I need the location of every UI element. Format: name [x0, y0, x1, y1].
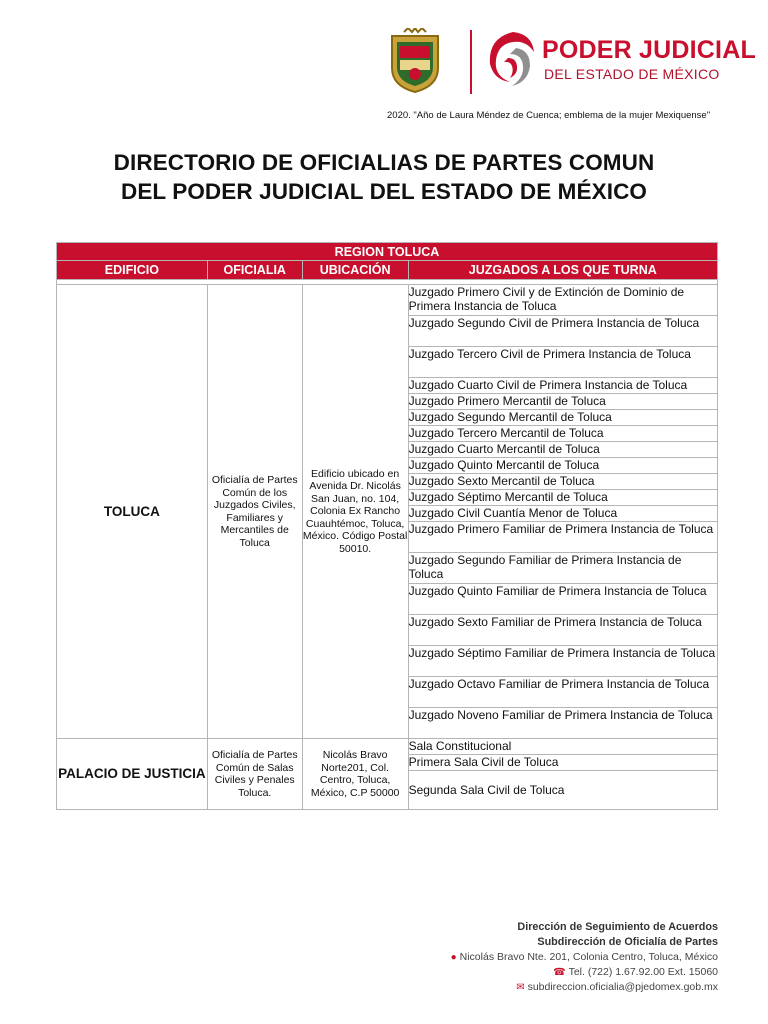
state-seal-icon	[386, 28, 444, 94]
sala-item: Sala Constitucional	[408, 739, 717, 755]
org-name: PODER JUDICIAL	[542, 36, 756, 64]
juzgado-item: Juzgado Segundo Familiar de Primera Instancia de Toluca	[408, 553, 717, 584]
juzgado-item: Juzgado Séptimo Mercantil de Toluca	[408, 490, 717, 506]
title-line-1: DIRECTORIO DE OFICIALIAS DE PARTES COMUN	[113, 150, 655, 175]
poder-judicial-logo-icon	[486, 28, 540, 90]
juzgado-item: Juzgado Cuarto Civil de Primera Instancia de Toluca	[408, 378, 717, 394]
phone-icon: ☎	[553, 967, 566, 978]
juzgado-item: Juzgado Segundo Civil de Primera Instancia de Toluca	[408, 316, 717, 347]
email-icon: ✉	[516, 982, 525, 993]
ubicacion-palacio: Nicolás Bravo Norte201, Col. Centro, Toluca, México, C.P 50000	[302, 739, 408, 810]
page-title	[0, 148, 768, 206]
header-logos	[386, 26, 756, 100]
footer-email[interactable]: subdireccion.oficialia@pjedomex.gob.mx	[527, 981, 718, 993]
table-row	[57, 739, 718, 755]
region-title: REGION TOLUCA	[57, 243, 718, 261]
footer-contact	[451, 920, 718, 995]
directory-table	[56, 242, 718, 810]
juzgado-item: Juzgado Civil Cuantía Menor de Toluca	[408, 506, 717, 522]
juzgado-item: Juzgado Sexto Mercantil de Toluca	[408, 474, 717, 490]
footer-direction: Dirección de Seguimiento de Acuerdos	[517, 921, 718, 933]
column-header-row	[57, 261, 718, 280]
juzgado-item: Juzgado Sexto Familiar de Primera Instancia de Toluca	[408, 615, 717, 646]
region-header-row	[57, 243, 718, 261]
sala-item: Segunda Sala Civil de Toluca	[408, 771, 717, 810]
oficialia-toluca: Oficialía de Partes Común de los Juzgados Civiles, Familiares y Mercantiles de Toluca	[207, 285, 302, 739]
title-line-2: DEL PODER JUDICIAL DEL ESTADO DE MÉXICO	[120, 179, 648, 204]
edificio-toluca: TOLUCA	[57, 285, 208, 739]
juzgado-item: Juzgado Tercero Civil de Primera Instancia de Toluca	[408, 347, 717, 378]
footer-phone-line	[451, 965, 718, 980]
col-header-oficialia: OFICIALIA	[207, 261, 302, 280]
juzgado-item: Juzgado Primero Familiar de Primera Instancia de Toluca	[408, 522, 717, 553]
footer-subdirection: Subdirección de Oficialía de Partes	[537, 936, 718, 948]
footer-phone: Tel. (722) 1.67.92.00 Ext. 15060	[568, 966, 718, 978]
org-subtitle: DEL ESTADO DE MÉXICO	[544, 66, 720, 82]
juzgado-item: Juzgado Noveno Familiar de Primera Instancia de Toluca	[408, 708, 717, 739]
header-divider	[470, 30, 472, 94]
juzgado-item: Juzgado Tercero Mercantil de Toluca	[408, 426, 717, 442]
location-pin-icon: ●	[450, 952, 457, 963]
table-row	[57, 285, 718, 316]
sala-item: Primera Sala Civil de Toluca	[408, 755, 717, 771]
juzgado-item: Juzgado Quinto Mercantil de Toluca	[408, 458, 717, 474]
year-motto: 2020. "Año de Laura Méndez de Cuenca; emblema de la mujer Mexiquense"	[387, 110, 711, 121]
juzgado-item: Juzgado Octavo Familiar de Primera Instancia de Toluca	[408, 677, 717, 708]
col-header-juzgados: JUZGADOS A LOS QUE TURNA	[408, 261, 717, 280]
juzgado-item: Juzgado Segundo Mercantil de Toluca	[408, 410, 717, 426]
juzgado-item: Juzgado Cuarto Mercantil de Toluca	[408, 442, 717, 458]
footer-address-line	[451, 950, 718, 965]
ubicacion-toluca: Edificio ubicado en Avenida Dr. Nicolás San Juan, no. 104, Colonia Ex Rancho Cuauhtémoc, Toluca, México. Código Postal 50010.	[302, 285, 408, 739]
juzgado-item: Juzgado Primero Civil y de Extinción de Dominio de Primera Instancia de Toluca	[408, 285, 717, 316]
juzgado-item: Juzgado Séptimo Familiar de Primera Instancia de Toluca	[408, 646, 717, 677]
oficialia-palacio: Oficialía de Partes Común de Salas Civiles y Penales Toluca.	[207, 739, 302, 810]
col-header-edificio: EDIFICIO	[57, 261, 208, 280]
edificio-palacio: PALACIO DE JUSTICIA	[57, 739, 208, 810]
col-header-ubicacion: UBICACIÓN	[302, 261, 408, 280]
juzgado-item: Juzgado Primero Mercantil de Toluca	[408, 394, 717, 410]
juzgado-item: Juzgado Quinto Familiar de Primera Instancia de Toluca	[408, 584, 717, 615]
footer-email-line	[451, 980, 718, 995]
footer-address: Nicolás Bravo Nte. 201, Colonia Centro, Toluca, México	[459, 951, 718, 963]
